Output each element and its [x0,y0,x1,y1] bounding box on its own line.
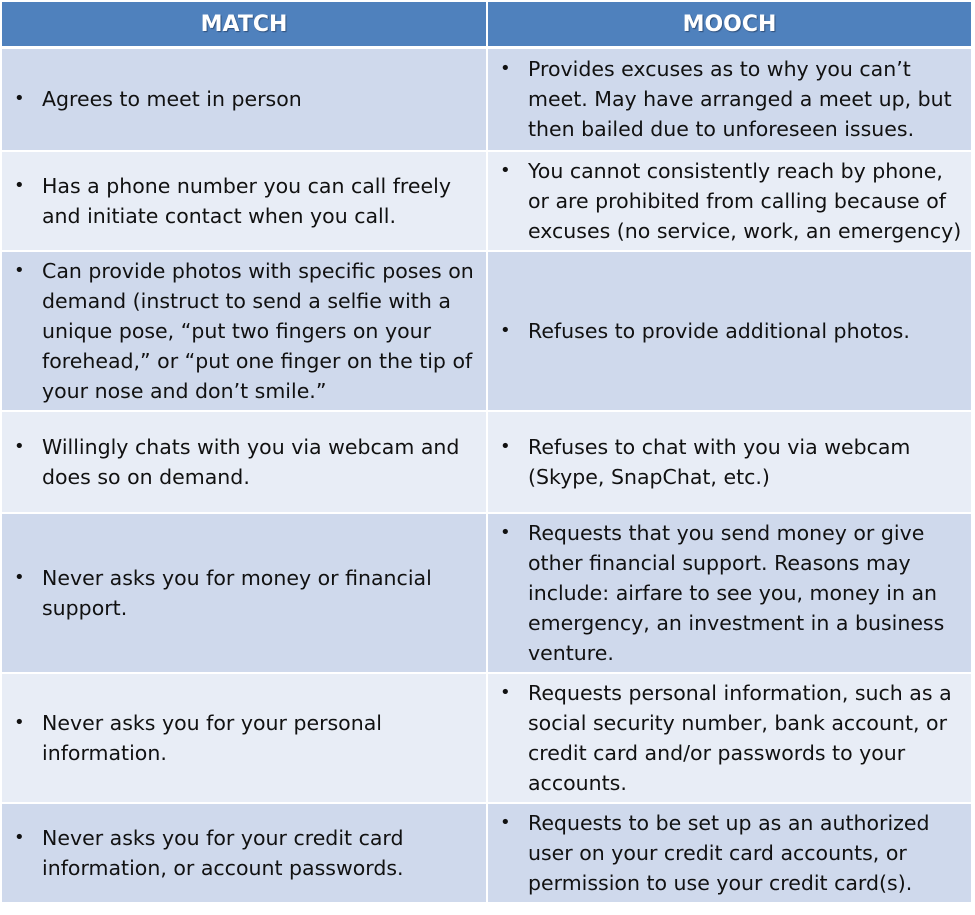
bullet-icon: • [500,811,511,833]
mooch-text: Requests personal information, such as a social security number, bank account, or credit card and/or passwords to your accounts. [528,680,952,795]
bullet-icon: • [14,566,25,588]
bullet-icon: • [14,88,25,110]
bullet-icon: • [500,435,511,457]
mooch-cell [487,673,972,803]
match-text: Never asks you for your personal information. [42,710,382,765]
mooch-cell [487,48,972,151]
bullet-icon: • [14,826,25,848]
match-mooch-table [2,2,973,904]
bullet-icon: • [500,159,511,181]
bullet-icon: • [14,259,25,281]
bullet-icon: • [500,58,511,80]
match-text: Never asks you for money or financial support. [42,565,432,620]
mooch-text: You cannot consistently reach by phone, or are prohibited from calling because of excuses (no service, work, an emergency) [528,158,962,243]
bullet-icon: • [500,319,511,341]
match-text: Willingly chats with you via webcam and does so on demand. [42,434,460,489]
bullet-icon: • [14,711,25,733]
table-row [2,48,972,151]
match-cell [2,513,487,673]
mooch-text: Refuses to provide additional photos. [528,318,910,343]
bullet-icon: • [500,521,511,543]
match-text: Agrees to meet in person [42,87,302,112]
table-row [2,151,972,251]
mooch-cell [487,513,972,673]
match-cell [2,151,487,251]
match-cell [2,673,487,803]
header-row [2,2,972,48]
mooch-cell [487,251,972,411]
mooch-text: Provides excuses as to why you can’t meet. May have arranged a meet up, but then bailed due to unforeseen issues. [528,57,952,142]
table-row [2,673,972,803]
mooch-text: Refuses to chat with you via webcam (Skype, SnapChat, etc.) [528,434,911,489]
match-cell [2,803,487,903]
mooch-cell [487,803,972,903]
match-text: Has a phone number you can call freely and initiate contact when you call. [42,173,451,228]
table-row [2,251,972,411]
match-cell [2,251,487,411]
header-match: MATCH [2,2,487,48]
header-mooch: MOOCH [487,2,972,48]
bullet-icon: • [14,435,25,457]
bullet-icon: • [500,681,511,703]
bullet-icon: • [14,174,25,196]
match-cell [2,411,487,513]
table-row [2,411,972,513]
mooch-text: Requests to be set up as an authorized user on your credit card accounts, or permission to use your credit card(s). [528,810,930,895]
match-text: Never asks you for your credit card information, or account passwords. [42,825,404,880]
mooch-text: Requests that you send money or give other financial support. Reasons may include: airfare to see you, money in an emergency, an investment in a business venture. [528,520,945,665]
mooch-cell [487,151,972,251]
table-row [2,803,972,903]
match-cell [2,48,487,151]
mooch-cell [487,411,972,513]
table-row [2,513,972,673]
match-text: Can provide photos with specific poses on demand (instruct to send a selfie with a unique pose, “put two fingers on your forehead,” or “put one finger on the tip of your nose and don’t smile.” [42,258,474,403]
